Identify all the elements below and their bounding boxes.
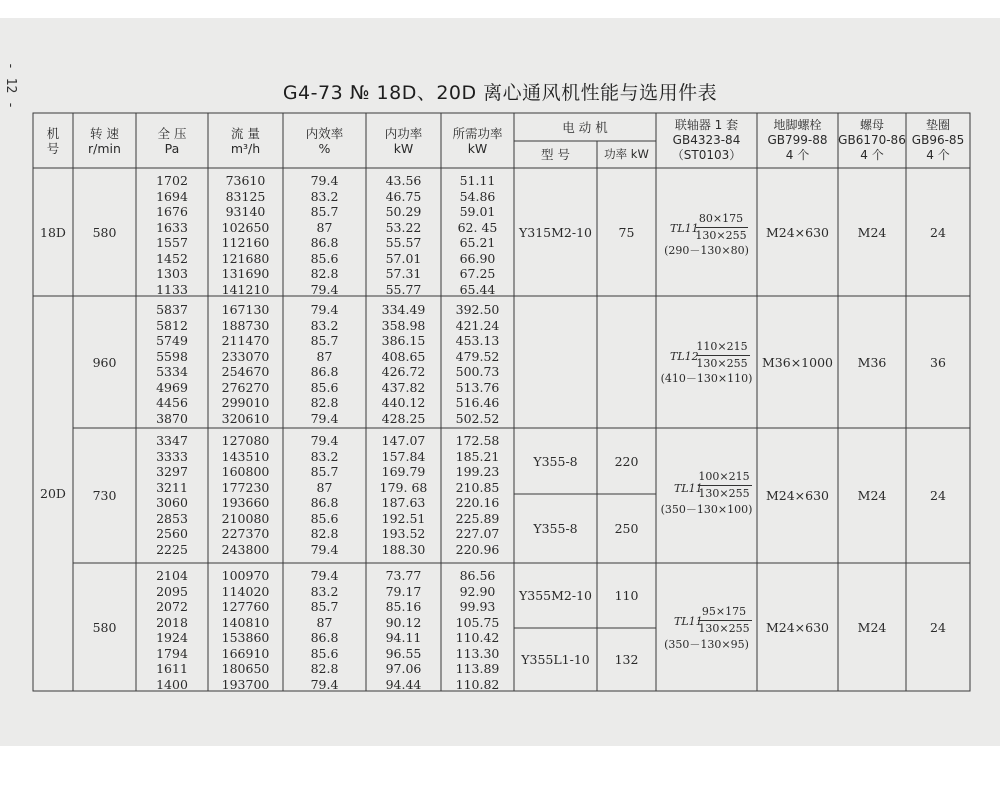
- washer-cell: 36: [930, 354, 946, 370]
- coupling-spec: [656, 296, 757, 428]
- fraction-bar: [696, 355, 750, 356]
- header-speed: 转 速 r/min: [88, 125, 121, 156]
- nut-cell: M36: [857, 354, 887, 370]
- header-coupling: 联轴器 1 套 GB4323-84 （ST0103）: [671, 118, 742, 162]
- efficiency-column: 79.4 83.2 85.7 87 86.8 85.6 82.8 79.4: [310, 433, 339, 557]
- fraction-bar: [698, 485, 752, 486]
- coupling-spec: [656, 563, 757, 691]
- washer-cell: 24: [930, 488, 946, 503]
- coupling-denominator: 130×255: [698, 487, 750, 500]
- header-motor-model: 型 号: [541, 147, 570, 162]
- coupling-type: TL11: [670, 222, 699, 235]
- header-anchor-bolt: 地脚螺栓 GB799-88 4 个: [767, 118, 828, 162]
- coupling-dimensions: (350－130×95): [664, 638, 749, 651]
- motor-model-cell: Y315M2-10: [519, 224, 592, 240]
- pressure-column: 2104 2095 2072 2018 1924 1794 1611 1400: [156, 568, 188, 692]
- motor-power-cell: 132: [614, 652, 639, 667]
- motor-model-cell: Y355-8: [533, 453, 578, 469]
- nut-cell: M24: [857, 619, 887, 635]
- header-motor-power: 功率 kW: [604, 147, 649, 161]
- coupling-denominator: 130×255: [695, 229, 747, 242]
- required-power-column: 86.56 92.90 99.93 105.75 110.42 113.30 113.89 110.82: [455, 568, 500, 692]
- machine-no-18d: 18D: [40, 224, 66, 240]
- coupling-numerator: 100×215: [698, 470, 750, 483]
- motor-model-cell: Y355L1-10: [521, 652, 590, 667]
- speed-cell: 960: [92, 354, 117, 370]
- coupling-spec: [656, 428, 757, 563]
- coupling-type: TL12: [670, 350, 699, 363]
- inner-power-column: 43.56 46.75 50.29 53.22 55.57 57.01 57.31 55.77: [385, 173, 422, 297]
- speed-cell: 580: [92, 224, 117, 240]
- nut-cell: M24: [857, 224, 887, 240]
- coupling-denominator: 130×255: [698, 622, 750, 635]
- header-efficiency: 内效率 %: [305, 125, 344, 156]
- header-washer: 垫圈 GB96-85 4 个: [911, 118, 965, 162]
- coupling-dimensions: (290－130×80): [664, 244, 749, 257]
- required-power-column: 172.58 185.21 199.23 210.85 220.16 225.89 227.07 220.96: [455, 433, 500, 557]
- coupling-type: TL11: [674, 482, 703, 495]
- motor-power-cell: 220: [614, 453, 639, 469]
- anchor-bolt-cell: M24×630: [765, 488, 830, 503]
- inner-power-column: 334.49 358.98 386.15 408.65 426.72 437.82 440.12 428.25: [381, 302, 426, 426]
- header-nut: 螺母 GB6170-86 4 个: [838, 118, 906, 162]
- motor-model-cell: Y355-8: [533, 521, 578, 536]
- header-inner-power: 内功率 kW: [384, 125, 423, 156]
- washer-cell: 24: [930, 224, 946, 240]
- page-number: - 12 -: [3, 62, 18, 109]
- header-pressure: 全 压 Pa: [157, 125, 187, 156]
- table-title: G4-73 № 18D、20D 离心通风机性能与选用件表: [282, 82, 718, 104]
- washer-cell: 24: [930, 619, 946, 635]
- coupling-numerator: 95×175: [701, 605, 747, 618]
- efficiency-column: 79.4 83.2 85.7 87 86.8 85.6 82.8 79.4: [310, 568, 339, 692]
- coupling-dimensions: (350－130×100): [660, 503, 753, 516]
- pressure-column: 3347 3333 3297 3211 3060 2853 2560 2225: [156, 433, 188, 557]
- nut-cell: M24: [857, 488, 887, 503]
- motor-model-cell: Y355M2-10: [519, 588, 592, 603]
- anchor-bolt-cell: M36×1000: [762, 354, 833, 370]
- anchor-bolt-cell: M24×630: [765, 224, 830, 240]
- coupling-dimensions: (410－130×110): [660, 372, 753, 385]
- efficiency-column: 79.4 83.2 85.7 87 86.8 85.6 82.8 79.4: [310, 302, 339, 426]
- flow-column: 73610 83125 93140 102650 112160 121680 131690 141210: [221, 173, 270, 297]
- flow-column: 127080 143510 160800 177230 193660 210080 227370 243800: [221, 433, 270, 557]
- coupling-numerator: 110×215: [696, 340, 748, 353]
- coupling-spec: [656, 168, 757, 296]
- coupling-type: TL11: [674, 615, 703, 628]
- motor-power-cell: 250: [614, 521, 639, 536]
- pressure-column: 5837 5812 5749 5598 5334 4969 4456 3870: [156, 302, 188, 426]
- inner-power-column: 147.07 157.84 169.79 179. 68 187.63 192.51 193.52 188.30: [379, 433, 428, 557]
- motor-power-cell: 110: [614, 588, 639, 603]
- machine-no-20d: 20D: [40, 486, 66, 501]
- inner-power-column: 73.77 79.17 85.16 90.12 94.11 96.55 97.06 94.44: [385, 568, 422, 692]
- anchor-bolt-cell: M24×630: [765, 619, 830, 635]
- pressure-column: 1702 1694 1676 1633 1557 1452 1303 1133: [156, 173, 188, 297]
- header-motor: 电 动 机: [562, 119, 608, 135]
- header-required-power: 所需功率 kW: [452, 125, 503, 156]
- fraction-bar: [696, 227, 748, 228]
- required-power-column: 51.11 54.86 59.01 62. 45 65.21 66.90 67.25 65.44: [457, 173, 498, 297]
- efficiency-column: 79.4 83.2 85.7 87 86.8 85.6 82.8 79.4: [310, 173, 339, 297]
- required-power-column: 392.50 421.24 453.13 479.52 500.73 513.76 516.46 502.52: [455, 302, 500, 426]
- flow-column: 100970 114020 127760 140810 153860 166910 180650 193700: [221, 568, 270, 692]
- coupling-numerator: 80×175: [698, 212, 744, 225]
- header-flow: 流 量 m³/h: [230, 125, 261, 156]
- speed-cell: 580: [92, 619, 117, 635]
- speed-cell: 730: [92, 488, 117, 503]
- motor-power-cell: 75: [618, 224, 635, 240]
- coupling-denominator: 130×255: [696, 357, 748, 370]
- fraction-bar: [698, 620, 752, 621]
- flow-column: 167130 188730 211470 233070 254670 276270 299010 320610: [221, 302, 270, 426]
- header-machine-no: 机 号: [46, 125, 60, 156]
